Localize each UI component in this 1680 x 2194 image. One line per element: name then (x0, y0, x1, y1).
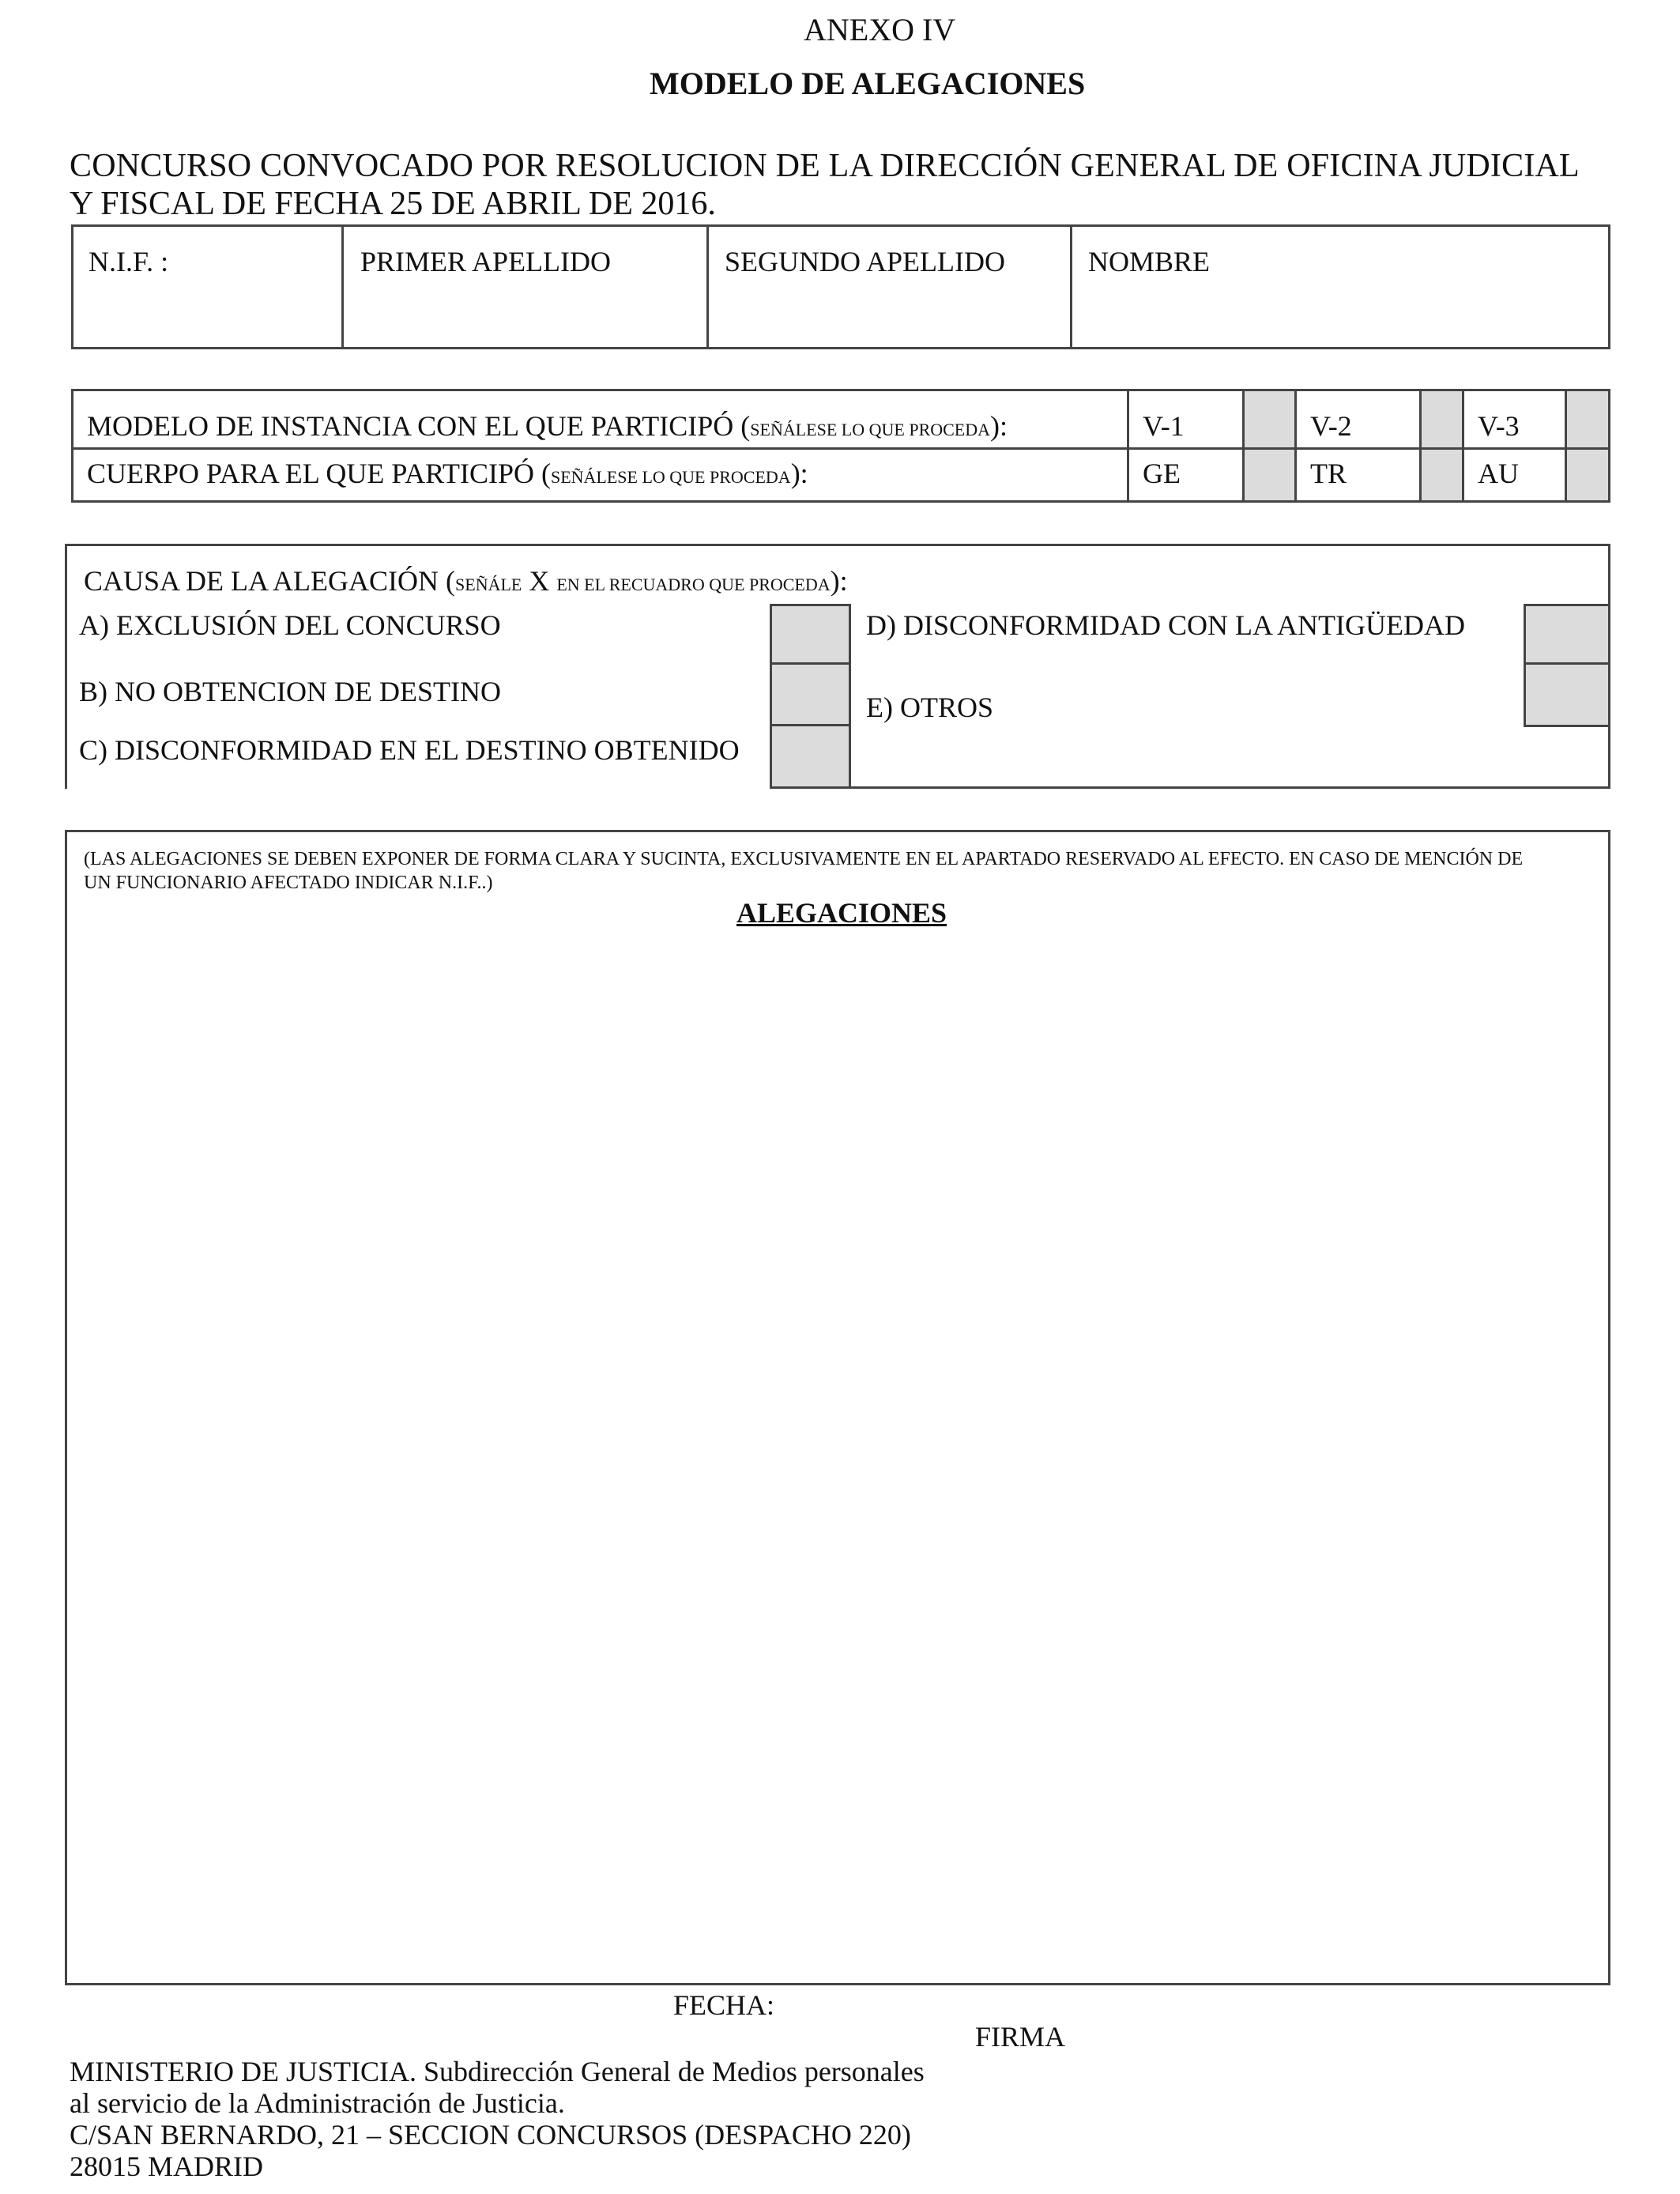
model-label-close: ): (990, 410, 1008, 442)
date-label: FECHA: (673, 1989, 775, 2021)
intro-line-1: CONCURSO CONVOCADO POR RESOLUCION DE LA DIRECCIÓN GENERAL DE OFICINA JUDICIAL (70, 148, 1580, 184)
second-surname-field[interactable]: SEGUNDO APELLIDO (725, 246, 1005, 277)
model-v2-checkbox[interactable] (1422, 391, 1462, 447)
nif-field[interactable]: N.I.F. : (89, 246, 169, 277)
body-ge-checkbox[interactable] (1245, 450, 1294, 500)
cause-d-label: D) DISCONFORMIDAD CON LA ANTIGÜEDAD (866, 609, 1466, 641)
cause-e-checkbox[interactable] (1526, 665, 1608, 725)
body-label-text: CUERPO PARA EL QUE PARTICIPÓ ( (87, 458, 551, 489)
option-v1: V-1 (1143, 410, 1185, 442)
first-surname-field[interactable]: PRIMER APELLIDO (360, 246, 612, 277)
body-label-close: ): (790, 458, 808, 489)
cause-c-label: C) DISCONFORMIDAD EN EL DESTINO OBTENIDO (79, 734, 740, 766)
allegations-note-1: (LAS ALEGACIONES SE DEBEN EXPONER DE FORMA CLARA Y SUCINTA, EXCLUSIVAMENTE EN EL APARTADO RESERVADO AL EFECTO. EN CASO DE MENCIÓN DE (84, 849, 1524, 869)
cause-a-label: A) EXCLUSIÓN DEL CONCURSO (79, 609, 501, 641)
body-tr-checkbox[interactable] (1422, 450, 1462, 500)
cause-hint-x: X (529, 565, 550, 597)
cause-d-checkbox[interactable] (1526, 606, 1608, 662)
address-line-1: MINISTERIO DE JUSTICIA. Subdirección General de Medios personales (70, 2056, 925, 2087)
allegations-box[interactable] (65, 830, 1610, 1985)
model-v3-checkbox[interactable] (1567, 391, 1608, 447)
option-au: AU (1478, 458, 1519, 489)
option-ge: GE (1143, 458, 1181, 489)
body-label (87, 457, 808, 490)
model-v1-checkbox[interactable] (1245, 391, 1294, 447)
cause-b-label: B) NO OBTENCION DE DESTINO (79, 676, 501, 707)
address-line-4: 28015 MADRID (70, 2151, 264, 2182)
cause-hint-2: EN EL RECUADRO QUE PROCEDA (556, 575, 831, 594)
allegations-note-2: UN FUNCIONARIO AFECTADO INDICAR N.I.F..) (84, 873, 493, 893)
cause-label (84, 564, 848, 598)
address-line-3: C/SAN BERNARDO, 21 – SECCION CONCURSOS (DESPACHO 220) (70, 2119, 911, 2151)
signature-label: FIRMA (975, 2021, 1066, 2053)
cause-c-checkbox[interactable] (772, 726, 849, 786)
option-tr: TR (1310, 458, 1347, 489)
option-v2: V-2 (1310, 410, 1352, 442)
allegations-heading: ALEGACIONES (736, 897, 947, 929)
cause-b-checkbox[interactable] (772, 665, 849, 724)
model-hint: SEÑÁLESE LO QUE PROCEDA (750, 420, 991, 439)
model-label (87, 409, 1008, 443)
cause-label-text: CAUSA DE LA ALEGACIÓN ( (84, 565, 456, 597)
name-field[interactable]: NOMBRE (1088, 246, 1211, 277)
model-label-text: MODELO DE INSTANCIA CON EL QUE PARTICIPÓ ( (87, 410, 751, 442)
cause-hint-1: SEÑÁLE (455, 575, 522, 594)
body-au-checkbox[interactable] (1567, 450, 1608, 500)
body-hint: SEÑÁLESE LO QUE PROCEDA (550, 467, 791, 487)
intro-line-2: Y FISCAL DE FECHA 25 DE ABRIL DE 2016. (70, 186, 716, 222)
annex-label: ANEXO IV (804, 12, 956, 47)
cause-a-checkbox[interactable] (772, 606, 849, 662)
cause-label-close: ): (830, 565, 848, 597)
address-line-2: al servicio de la Administración de Justicia. (70, 2087, 565, 2119)
form-title: MODELO DE ALEGACIONES (650, 66, 1086, 101)
cause-top-border (65, 544, 1610, 546)
cause-e-label: E) OTROS (866, 692, 993, 723)
option-v3: V-3 (1478, 410, 1520, 442)
personal-data-table (71, 224, 1610, 349)
